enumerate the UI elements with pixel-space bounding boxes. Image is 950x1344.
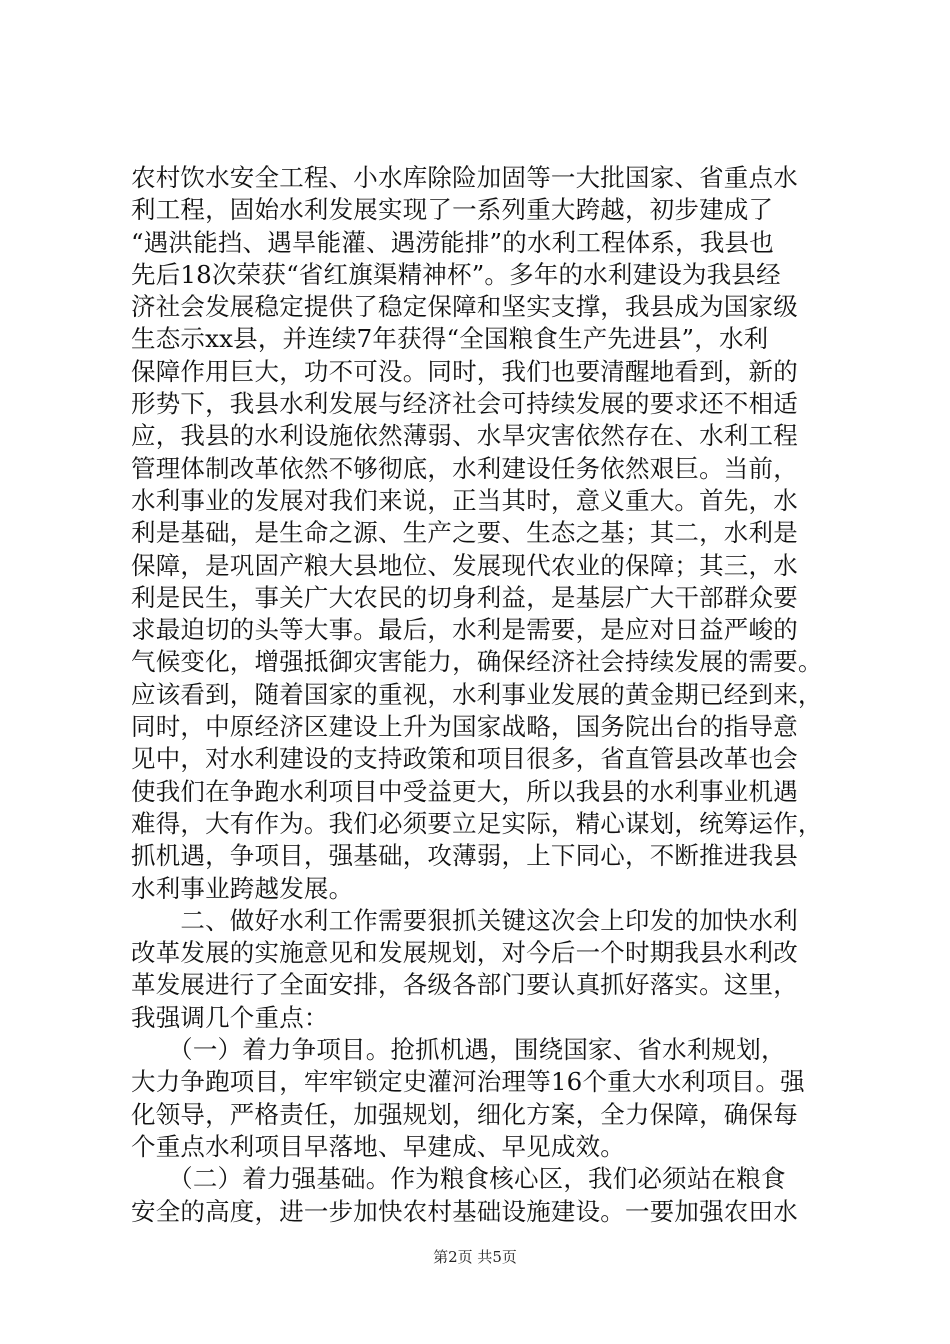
text-line: （二）着力强基础。作为粮食核心区，我们必须站在粮食: [131, 1164, 786, 1194]
text-line: 生态示xx县，并连续7年获得“全国粮食生产先进县”，水利: [131, 324, 769, 354]
text-line: 利是基础，是生命之源、生产之要、生态之基；其二，水利是: [131, 518, 798, 548]
text-line: 难得，大有作为。我们必须要立足实际，精心谋划，统筹运作，: [131, 808, 823, 838]
text-line: 安全的高度，进一步加快农村基础设施建设。一要加强农田水: [131, 1196, 798, 1226]
text-line: 水利事业跨越发展。: [131, 873, 354, 903]
text-line: 我强调几个重点：: [131, 1002, 329, 1032]
text-line: 气候变化，增强抵御灾害能力，确保经济社会持续发展的需要。: [131, 647, 823, 677]
text-line: 革发展进行了全面安排，各级各部门要认真抓好落实。这里，: [131, 970, 798, 1000]
text-line: 保障，是巩固产粮大县地位、发展现代农业的保障；其三，水: [131, 550, 798, 580]
text-line: 保障作用巨大，功不可没。同时，我们也要清醒地看到，新的: [131, 356, 798, 386]
text-line: 先后18次荣获“省红旗渠精神杯”。多年的水利建设为我县经: [131, 259, 781, 289]
text-line: 利工程，固始水利发展实现了一系列重大跨越，初步建成了: [131, 195, 774, 225]
text-line: 济社会发展稳定提供了稳定保障和坚实支撑，我县成为国家级: [131, 292, 798, 322]
text-line: 使我们在争跑水利项目中受益更大，所以我县的水利事业机遇: [131, 776, 798, 806]
text-line: 大力争跑项目，牢牢锁定史灌河治理等16个重大水利项目。强: [131, 1067, 805, 1097]
text-line: 同时，中原经济区建设上升为国家战略，国务院出台的指导意: [131, 712, 798, 742]
text-line: 水利事业的发展对我们来说，正当其时，意义重大。首先，水: [131, 485, 798, 515]
text-line: 见中，对水利建设的支持政策和项目很多，省直管县改革也会: [131, 744, 798, 774]
text-line: 利是民生，事关广大农民的切身利益，是基层广大干部群众要: [131, 582, 798, 612]
text-line: 求最迫切的头等大事。最后，水利是需要，是应对日益严峻的: [131, 615, 798, 645]
text-line: 抓机遇，争项目，强基础，攻薄弱，上下同心，不断推进我县: [131, 841, 798, 871]
text-line: 应该看到，随着国家的重视，水利事业发展的黄金期已经到来，: [131, 679, 823, 709]
text-line: 化领导，严格责任，加强规划，细化方案，全力保障，确保每: [131, 1099, 798, 1129]
text-line: 管理体制改革依然不够彻底，水利建设任务依然艰巨。当前，: [131, 453, 798, 483]
page-footer: 第2页 共5页: [433, 1248, 517, 1266]
text-line: 形势下，我县水利发展与经济社会可持续发展的要求还不相适: [131, 389, 798, 419]
text-line: （一）着力争项目。抢抓机遇，围绕国家、省水利规划，: [131, 1035, 786, 1065]
text-line: “遇洪能挡、遇旱能灌、遇涝能排”的水利工程体系，我县也: [131, 227, 774, 257]
text-line: 应，我县的水利设施依然薄弱、水旱灾害依然存在、水利工程: [131, 421, 798, 451]
text-line: 改革发展的实施意见和发展规划，对今后一个时期我县水利改: [131, 938, 798, 968]
text-line: 二、做好水利工作需要狠抓关键这次会上印发的加快水利: [131, 905, 798, 935]
text-line: 农村饮水安全工程、小水库除险加固等一大批国家、省重点水: [131, 163, 798, 192]
text-line: 个重点水利项目早落地、早建成、早见成效。: [131, 1131, 625, 1161]
body-text: [131, 162, 831, 1228]
